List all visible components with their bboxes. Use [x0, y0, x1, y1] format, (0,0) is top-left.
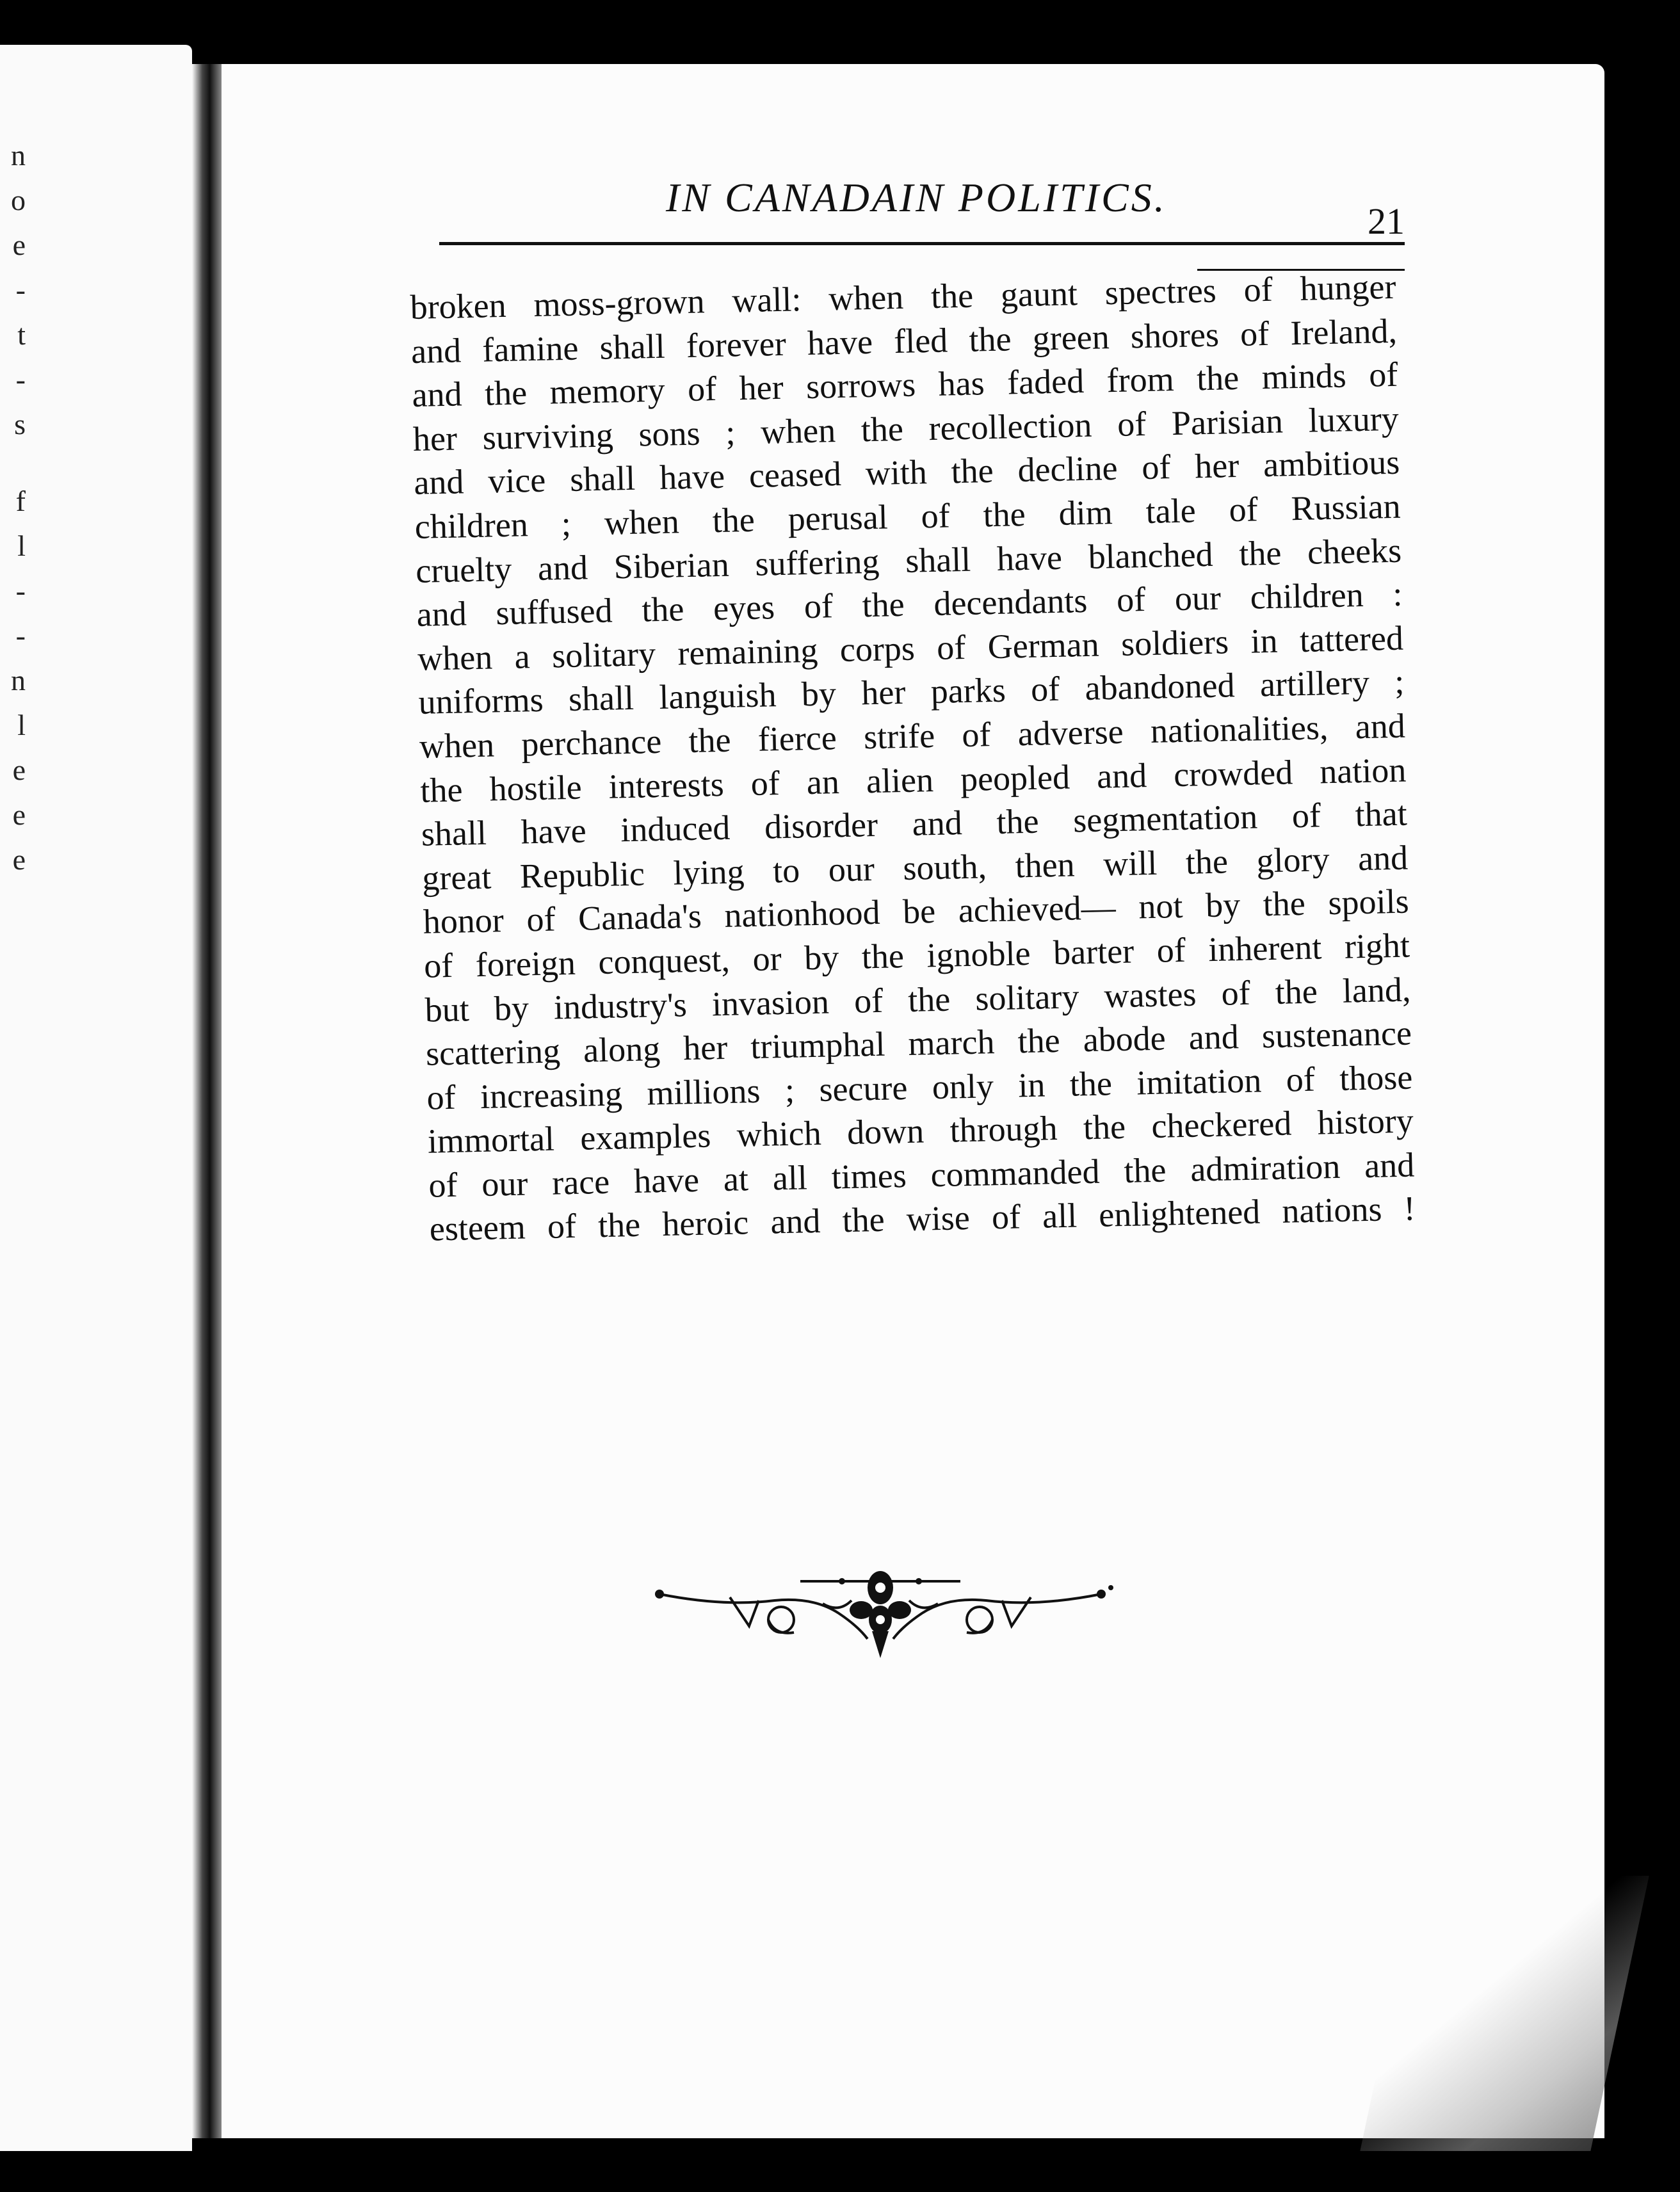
- text-line: cruelty and Siberian suffering shall have blanched the cheeks: [415, 531, 1402, 590]
- text-line: but by industry's invasion of the solitary wastes of the land,: [424, 970, 1411, 1029]
- edge-letter: n: [11, 139, 26, 172]
- edge-letter: l: [17, 709, 26, 741]
- text-line: when a solitary remaining corps of German soldiers in tattered: [417, 618, 1404, 678]
- book-gutter: [192, 64, 222, 2138]
- header-rule: [439, 242, 1405, 245]
- text-line: shall have induced disorder and the segmentation of that: [421, 794, 1408, 853]
- floral-tailpiece-ornament: [647, 1549, 1114, 1677]
- text-line: of foreign conquest, or by the ignoble barter of inherent right: [423, 926, 1410, 985]
- text-line: and suffused the eyes of the decendants of our children :: [416, 574, 1403, 634]
- text-line: scattering along her triumphal march the abode and sustenance: [425, 1013, 1412, 1073]
- edge-letter: o: [11, 184, 26, 216]
- edge-letter: e: [12, 798, 26, 831]
- text-line: children ; when the perusal of the dim tale of Russian: [414, 487, 1401, 546]
- text-line: and vice shall have ceased with the decline of her ambitious: [413, 443, 1400, 503]
- page-number: 21: [1368, 200, 1405, 242]
- text-line: and famine shall forever have fled the green shores of Ireland,: [410, 311, 1398, 371]
- text-line: uniforms shall languish by her parks of abandoned artillery ;: [418, 662, 1405, 722]
- text-line: honor of Canada's nationhood be achieved— not by the spoils: [423, 882, 1410, 942]
- edge-letter: -: [15, 363, 26, 396]
- text-line: immortal examples which down through the checkered history: [427, 1101, 1414, 1161]
- text-line: when perchance the fierce strife of adverse nationalities, and: [419, 706, 1406, 766]
- edge-letter: -: [15, 619, 26, 652]
- text-line: her surviving sons ; when the recollection of Parisian luxury: [412, 399, 1400, 458]
- text-line: of increasing millions ; secure only in the imitation of those: [426, 1058, 1413, 1117]
- text-line: and the memory of her sorrows has faded from the minds of: [411, 355, 1398, 415]
- text-line: great Republic lying to our south, then will the glory and: [421, 838, 1409, 898]
- edge-letter: l: [17, 529, 26, 562]
- edge-letter: t: [17, 318, 26, 351]
- edge-letter: e: [12, 843, 26, 876]
- text-line: esteem of the heroic and the wise of all enlightened nations !: [429, 1189, 1416, 1249]
- edge-letter: e: [12, 754, 26, 786]
- edge-letter: -: [15, 574, 26, 607]
- ornament-graphic: [647, 1549, 1114, 1677]
- text-line: of our race have at all times commanded the admiration and: [428, 1145, 1415, 1205]
- edge-letter: -: [15, 273, 26, 306]
- body-text: [410, 265, 1416, 1252]
- text-line: the hostile interests of an alien peopled and crowded nation: [419, 750, 1407, 810]
- text-line: broken moss-grown wall: when the gaunt spectres of hunger: [410, 267, 1397, 326]
- edge-letter: f: [15, 485, 26, 517]
- edge-letter: n: [11, 664, 26, 697]
- left-facing-page: [0, 45, 192, 2151]
- edge-letter: s: [14, 408, 26, 440]
- running-head: IN CANADAIN POLITICS.: [666, 175, 1167, 220]
- edge-letter: e: [12, 229, 26, 261]
